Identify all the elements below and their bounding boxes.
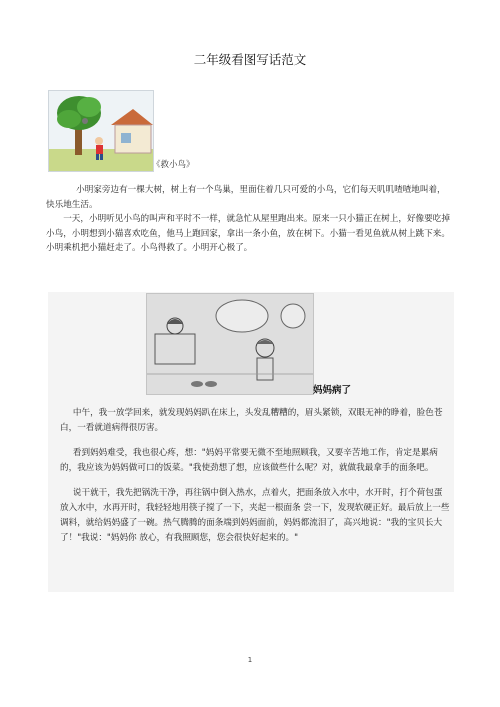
story1-paragraph: 小明家旁边有一棵大树，树上有一个鸟巢，里面住着几只可爱的小鸟，它们每天叽叽喳喳地叫着，快乐地生活。 [46,185,446,210]
story2-illustration [146,293,314,395]
story2-text [60,406,450,556]
story1-paragraph: 一天，小明听见小鸟的叫声和平时不一样，就急忙从屋里跑出来。原来一只小猫正在树上，好像要吃掉小鸟，小明想到小猫喜欢吃鱼，他马上跑回家，拿出一条小鱼，放在树下。小猫一看见鱼就从树上跳下来。小明乘机把小猫赶走了。小鸟得救了。小明开心极了。 [46,214,450,253]
story2-paragraph: 中午，我一放学回来，就发现妈妈趴在床上，头发乱糟糟的，眉头紧锁，双眼无神的睁着，脸色苍白，一看就道病得很厉害。 [60,408,443,433]
story1-illustration [48,90,154,172]
story2-paragraph: 看到妈妈难受，我也很心疼，想："妈妈平常要无微不至地照顾我，又要辛苦地工作，肯定是累病的，我应该为妈妈做可口的饭菜。"我使劲想了想，应该做些什么呢？对，就做我最拿手的面条吧。 [60,448,438,473]
story2-caption: 妈妈病了 [313,385,352,396]
story2-paragraph: 说干就干，我先把锅洗干净，再往锅中倒入热水，点着火，把面条放入水中，水开时，打个荷包蛋放入水中，水再开时，我轻轻地用筷子搅了一下，夹起一根面条 尝一下，发现软硬正好。最后放上一些调料，就给妈妈盛了一碗。热气腾腾的面条端到妈妈面前，妈妈都流泪了，高兴地说："我的宝贝长大了！"我说："妈妈你 放心，有我照顾您，您会很快好起来的。" [60,488,450,543]
page-title: 二年级看图写话范文 [193,52,307,67]
story1-caption: 《救小鸟》 [152,160,195,170]
story1-text [46,183,452,256]
page-number: 1 [247,656,253,664]
